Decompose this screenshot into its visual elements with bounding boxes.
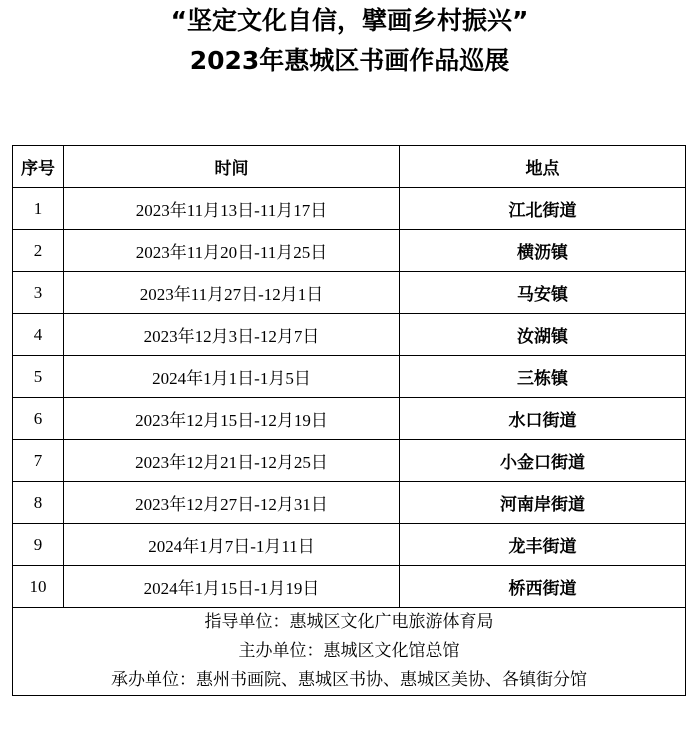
organizers-cell — [13, 608, 686, 696]
footer-row — [13, 608, 686, 696]
row-number: 7 — [13, 440, 64, 482]
row-number: 4 — [13, 314, 64, 356]
organizer-unit: 承办单位：惠州书画院、惠城区书协、惠城区美协、各镇街分馆 — [111, 670, 587, 690]
table-header-row — [13, 146, 686, 188]
row-place: 桥西街道 — [400, 566, 686, 608]
table-row — [13, 230, 686, 272]
row-time: 2023年11月13日-11月17日 — [64, 188, 400, 230]
host-unit: 主办单位：惠城区文化馆总馆 — [238, 641, 460, 661]
row-time: 2024年1月7日-1月11日 — [64, 524, 400, 566]
row-number: 3 — [13, 272, 64, 314]
header-number: 序号 — [13, 146, 64, 188]
row-time: 2023年11月27日-12月1日 — [64, 272, 400, 314]
row-time: 2023年12月21日-12月25日 — [64, 440, 400, 482]
table-row — [13, 398, 686, 440]
row-number: 1 — [13, 188, 64, 230]
row-place: 江北街道 — [400, 188, 686, 230]
row-time: 2024年1月1日-1月5日 — [64, 356, 400, 398]
row-number: 10 — [13, 566, 64, 608]
guide-unit: 指导单位：惠城区文化广电旅游体育局 — [204, 612, 494, 632]
table-row — [13, 356, 686, 398]
row-time: 2024年1月15日-1月19日 — [64, 566, 400, 608]
row-place: 马安镇 — [400, 272, 686, 314]
table-row — [13, 524, 686, 566]
row-number: 5 — [13, 356, 64, 398]
header-time: 时间 — [64, 146, 400, 188]
row-place: 小金口街道 — [400, 440, 686, 482]
title-line-2: 2023年惠城区书画作品巡展 — [189, 46, 510, 75]
header-place: 地点 — [400, 146, 686, 188]
row-place: 龙丰街道 — [400, 524, 686, 566]
table-row — [13, 188, 686, 230]
row-number: 9 — [13, 524, 64, 566]
row-place: 水口街道 — [400, 398, 686, 440]
row-time: 2023年12月3日-12月7日 — [64, 314, 400, 356]
row-time: 2023年12月27日-12月31日 — [64, 482, 400, 524]
row-place: 汝湖镇 — [400, 314, 686, 356]
table-row — [13, 314, 686, 356]
row-time: 2023年11月20日-11月25日 — [64, 230, 400, 272]
row-number: 2 — [13, 230, 64, 272]
table-row — [13, 272, 686, 314]
row-place: 三栋镇 — [400, 356, 686, 398]
row-number: 6 — [13, 398, 64, 440]
row-place: 河南岸街道 — [400, 482, 686, 524]
table-row — [13, 482, 686, 524]
title-line-1: “坚定文化自信，擘画乡村振兴” — [170, 6, 529, 35]
row-place: 横沥镇 — [400, 230, 686, 272]
table-row — [13, 566, 686, 608]
row-number: 8 — [13, 482, 64, 524]
row-time: 2023年12月15日-12月19日 — [64, 398, 400, 440]
schedule-table — [12, 145, 686, 696]
table-row — [13, 440, 686, 482]
